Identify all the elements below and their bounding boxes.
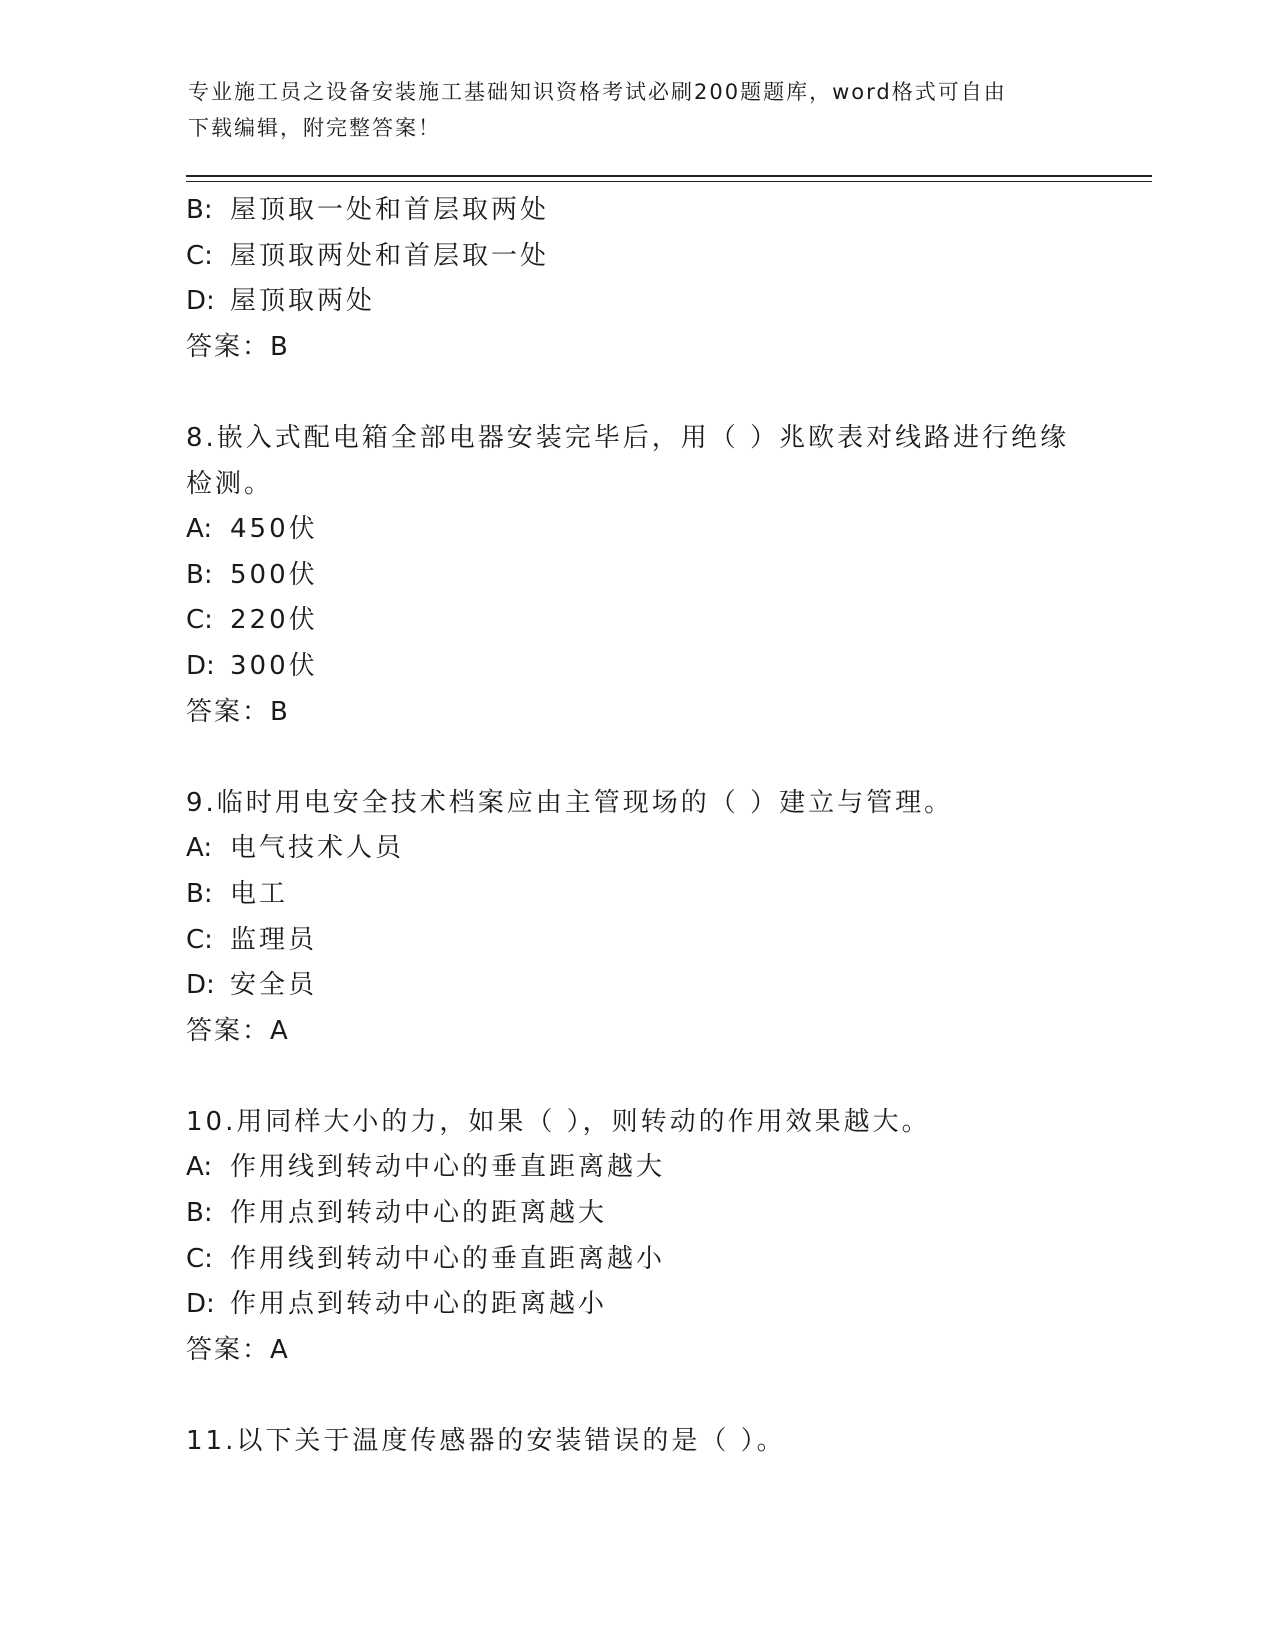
document-header [188, 74, 1078, 146]
header-line-2: 下载编辑，附完整答案！ [188, 116, 441, 140]
option-a: A: 450伏 [186, 514, 318, 545]
spacer [186, 1373, 1086, 1419]
option-a: A: 电气技术人员 [186, 833, 405, 864]
question-text: 9.临时用电安全技术档案应由主管现场的（ ）建立与管理。 [186, 787, 954, 818]
header-divider-thin [186, 181, 1152, 182]
option-c: C: 监理员 [186, 924, 318, 955]
option-c: C: 屋顶取两处和首层取一处 [186, 240, 550, 271]
option-d: D: 屋顶取两处 [186, 286, 376, 317]
option-d: D: 安全员 [186, 970, 318, 1001]
partial-question [186, 188, 1086, 370]
answer: 答案：B [186, 696, 290, 727]
option-b: B: 500伏 [186, 559, 318, 590]
header-line-1: 专业施工员之设备安装施工基础知识资格考试必刷200题题库，word格式可自由 [188, 80, 1007, 104]
option-b: B: 屋顶取一处和首层取两处 [186, 195, 550, 225]
question-11 [186, 1419, 1086, 1465]
question-text: 8.嵌入式配电箱全部电器安装完毕后，用（ ）兆欧表对线路进行绝缘 [186, 422, 1070, 453]
question-10 [186, 1100, 1086, 1374]
question-9 [186, 781, 1086, 1055]
option-c: C: 作用线到转动中心的垂直距离越小 [186, 1243, 666, 1274]
option-d: D: 作用点到转动中心的距离越小 [186, 1289, 608, 1320]
answer: 答案：A [186, 1015, 290, 1046]
answer: 答案：B [186, 331, 290, 362]
header-divider-thick [186, 175, 1152, 177]
question-text-continued: 检测。 [186, 468, 274, 499]
option-d: D: 300伏 [186, 650, 318, 681]
question-text: 10.用同样大小的力，如果（ ），则转动的作用效果越大。 [186, 1106, 931, 1137]
question-8 [186, 416, 1086, 735]
option-c: C: 220伏 [186, 605, 318, 636]
spacer [186, 370, 1086, 416]
spacer [186, 1054, 1086, 1100]
question-text: 11.以下关于温度传感器的安装错误的是（ ）。 [186, 1426, 786, 1457]
option-b: B: 电工 [186, 878, 289, 909]
option-a: A: 作用线到转动中心的垂直距离越大 [186, 1152, 666, 1183]
option-b: B: 作用点到转动中心的距离越大 [186, 1198, 608, 1229]
spacer [186, 735, 1086, 781]
question-list [186, 188, 1086, 1465]
answer: 答案：A [186, 1334, 290, 1365]
